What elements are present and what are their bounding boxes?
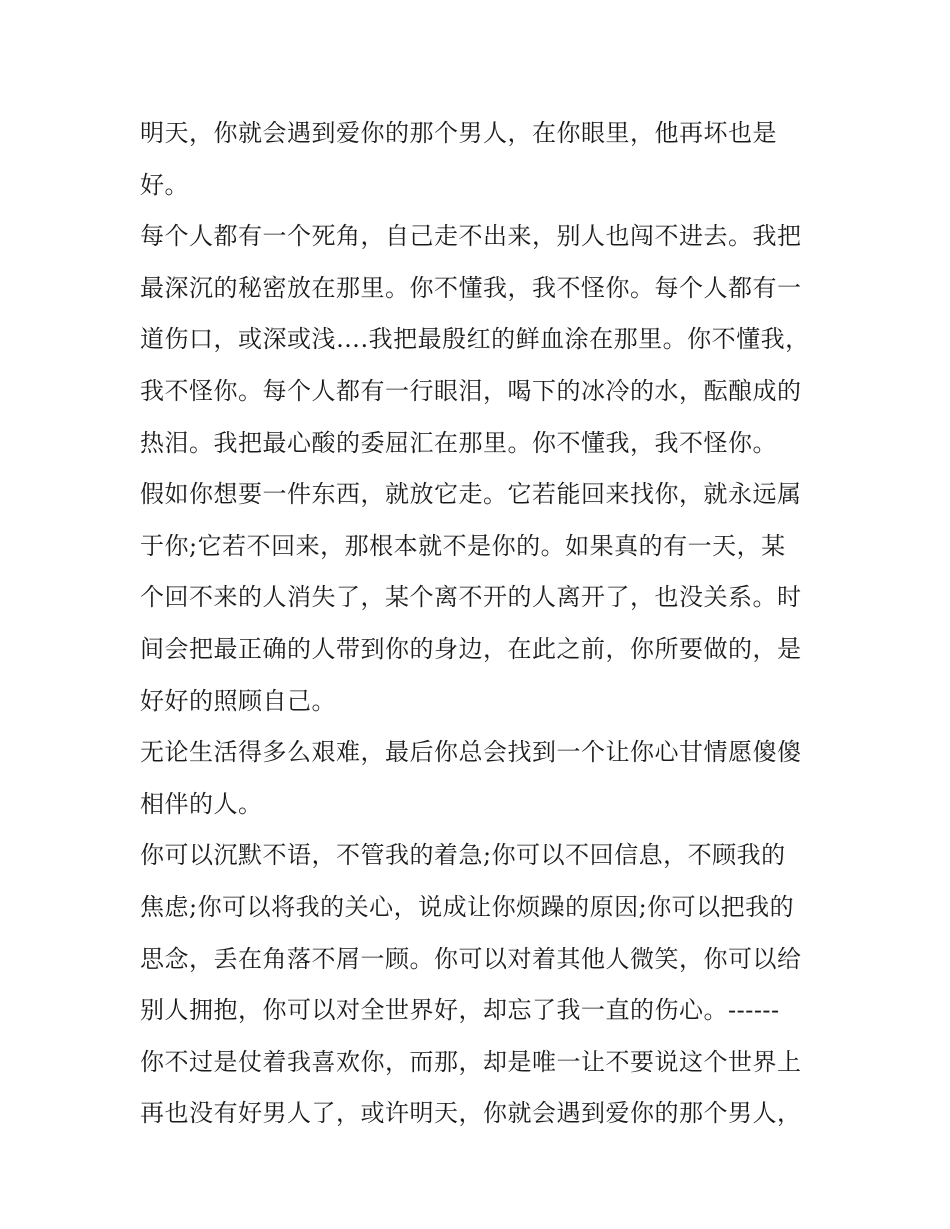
text-line-14: 相伴的人。	[140, 789, 263, 818]
text-line-9: 于你;它若不回来，那根本就不是你的。如果真的有一天，某	[140, 531, 786, 560]
text-line-18: 别人拥抱，你可以对全世界好，却忘了我一直的伤心。------	[140, 996, 780, 1025]
text-line-17: 思念，丢在角落不屑一顾。你可以对着其他人微笑，你可以给	[140, 944, 802, 973]
text-line-15: 你可以沉默不语，不管我的着急;你可以不回信息，不顾我的	[140, 841, 786, 870]
text-line-8: 假如你想要一件东西，就放它走。它若能回来找你，就永远属	[140, 480, 802, 509]
text-line-10: 个回不来的人消失了，某个离不开的人离开了，也没关系。时	[140, 583, 802, 612]
text-line-2: 好。	[140, 170, 189, 199]
text-line-20: 再也没有好男人了，或许明天，你就会遇到爱你的那个男人，	[140, 1099, 802, 1128]
text-line-16: 焦虑;你可以将我的关心，说成让你烦躁的原因;你可以把我的	[140, 892, 795, 921]
text-line-19: 你不过是仗着我喜欢你，而那，却是唯一让不要说这个世界上	[140, 1047, 802, 1076]
text-line-5: 道伤口，或深或浅….我把最殷红的鲜血涂在那里。你不懂我，	[140, 325, 810, 354]
text-line-11: 间会把最正确的人带到你的身边，在此之前，你所要做的，是	[140, 634, 802, 663]
text-line-7: 热泪。我把最心酸的委屈汇在那里。你不懂我，我不怪你。	[140, 428, 777, 457]
text-line-3: 每个人都有一个死角，自己走不出来，别人也闯不进去。我把	[140, 222, 802, 251]
text-line-13: 无论生活得多么艰难，最后你总会找到一个让你心甘情愿傻傻	[140, 738, 802, 767]
text-line-1: 明天，你就会遇到爱你的那个男人，在你眼里，他再坏也是	[140, 119, 777, 147]
text-line-4: 最深沉的秘密放在那里。你不懂我，我不怪你。每个人都有一	[140, 273, 802, 302]
body-text	[140, 108, 820, 1140]
text-line-6: 我不怪你。每个人都有一行眼泪，喝下的冰冷的水，酝酿成的	[140, 376, 802, 405]
text-line-12: 好好的照顾自己。	[140, 686, 336, 715]
